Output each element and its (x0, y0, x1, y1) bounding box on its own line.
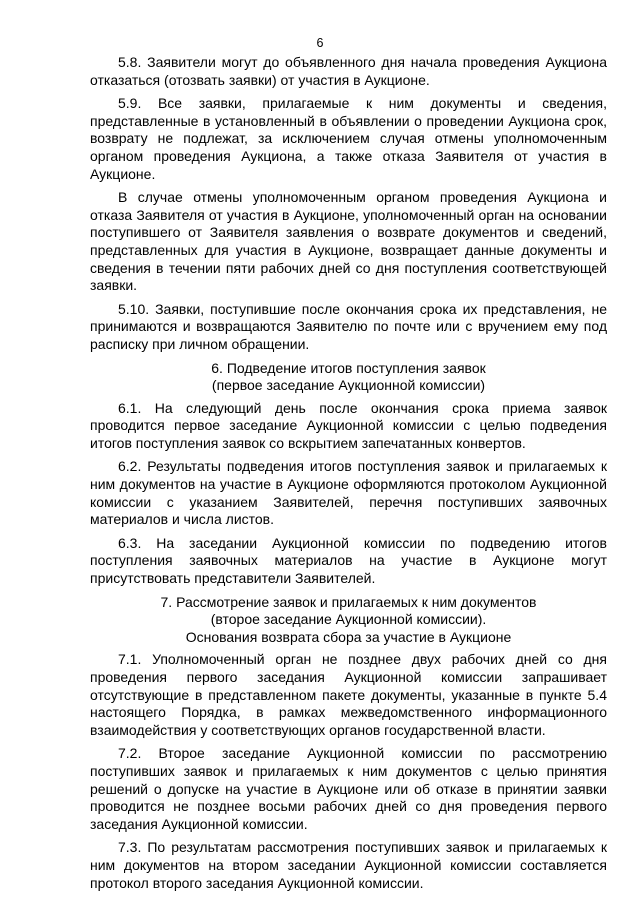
section-7-heading (90, 594, 607, 647)
paragraph-6-3: 6.3. На заседании Аукционной комиссии по подведению итогов поступления заявочных материалов на участие в Аукционе могут присутствовать представители Заявителей. (90, 534, 607, 587)
paragraph-6-1: 6.1. На следующий день после окончания срока приема заявок проводится первое заседание Аукционной комиссии с целью подведения итогов поступления заявок со вскрытием запечатанных конвертов. (90, 399, 607, 451)
paragraph-7-2: 7.2. Второе заседание Аукционной комиссии по рассмотрению поступивших заявок и прилагаемых к ним документов с целью принятия решений о допуске на участие в Аукционе или об отказе в принятии заявки проводится не позднее восьми рабочих дней со дня проведения первого заседания Аукционной комиссии. (90, 745, 607, 832)
paragraph-6-2: 6.2. Результаты подведения итогов поступления заявок и прилагаемых к ним документов на участие в Аукционе оформляются протоколом Аукционной комиссии с указанием Заявителей, перечня поступивших заявочных материалов и числа листов. (90, 458, 607, 528)
section-6-subtitle: (первое заседание Аукционной комиссии) (211, 377, 486, 394)
section-6-heading (90, 360, 607, 395)
section-7-title: 7. Рассмотрение заявок и прилагаемых к ним документов (160, 593, 537, 610)
paragraph-5-9: 5.9. Все заявки, прилагаемые к ним документы и сведения, представленные в установленный в объявлении о проведении Аукциона срок, возврату не подлежат, за исключением случая отмены уполномоченным органом проведения Аукциона, а также отказа Заявителя от участия в Аукционе. (90, 95, 607, 182)
page-number: 6 (316, 36, 324, 50)
paragraph-5-10: 5.10. Заявки, поступившие после окончания срока их представления, не принимаются и возвращаются Заявителю по почте или с вручением ему под расписку при личном обращении. (90, 300, 607, 352)
section-7-subtitle: (второе заседание Аукционной комиссии). (210, 611, 487, 628)
paragraph-7-3: 7.3. По результатам рассмотрения поступивших заявок и прилагаемых к ним документов на втором заседании Аукционной комиссии составляется протокол второго заседания Аукционной комиссии. (90, 839, 607, 891)
section-7-subtitle-2: Основания возврата сбора за участие в Аукционе (185, 628, 512, 645)
paragraph-5-8: 5.8. Заявители могут до объявленного дня начала проведения Аукциона отказаться (отозвать заявки) от участия в Аукционе. (90, 54, 607, 88)
document-body (90, 54, 607, 898)
paragraph-5-9-cont: В случае отмены уполномоченным органом проведения Аукциона и отказа Заявителя от участия в Аукционе, уполномоченный орган на основании поступившего от Заявителя заявления о возврате документов и сведений, представленных для участия в Аукционе, возвращает данные документы и сведения в течении пяти рабочих дней со дня поступления соответствующей заявки. (90, 189, 607, 294)
section-6-title: 6. Подведение итогов поступления заявок (211, 359, 486, 376)
paragraph-7-1: 7.1. Уполномоченный орган не позднее двух рабочих дней со дня проведения первого заседания Аукционной комиссии запрашивает отсутствующие в представленном пакете документы, указанные в пункте 5.4 настоящего Порядка, в рамках межведомственного информационного взаимодействия у соответствующих органов государственной власти. (90, 651, 607, 738)
